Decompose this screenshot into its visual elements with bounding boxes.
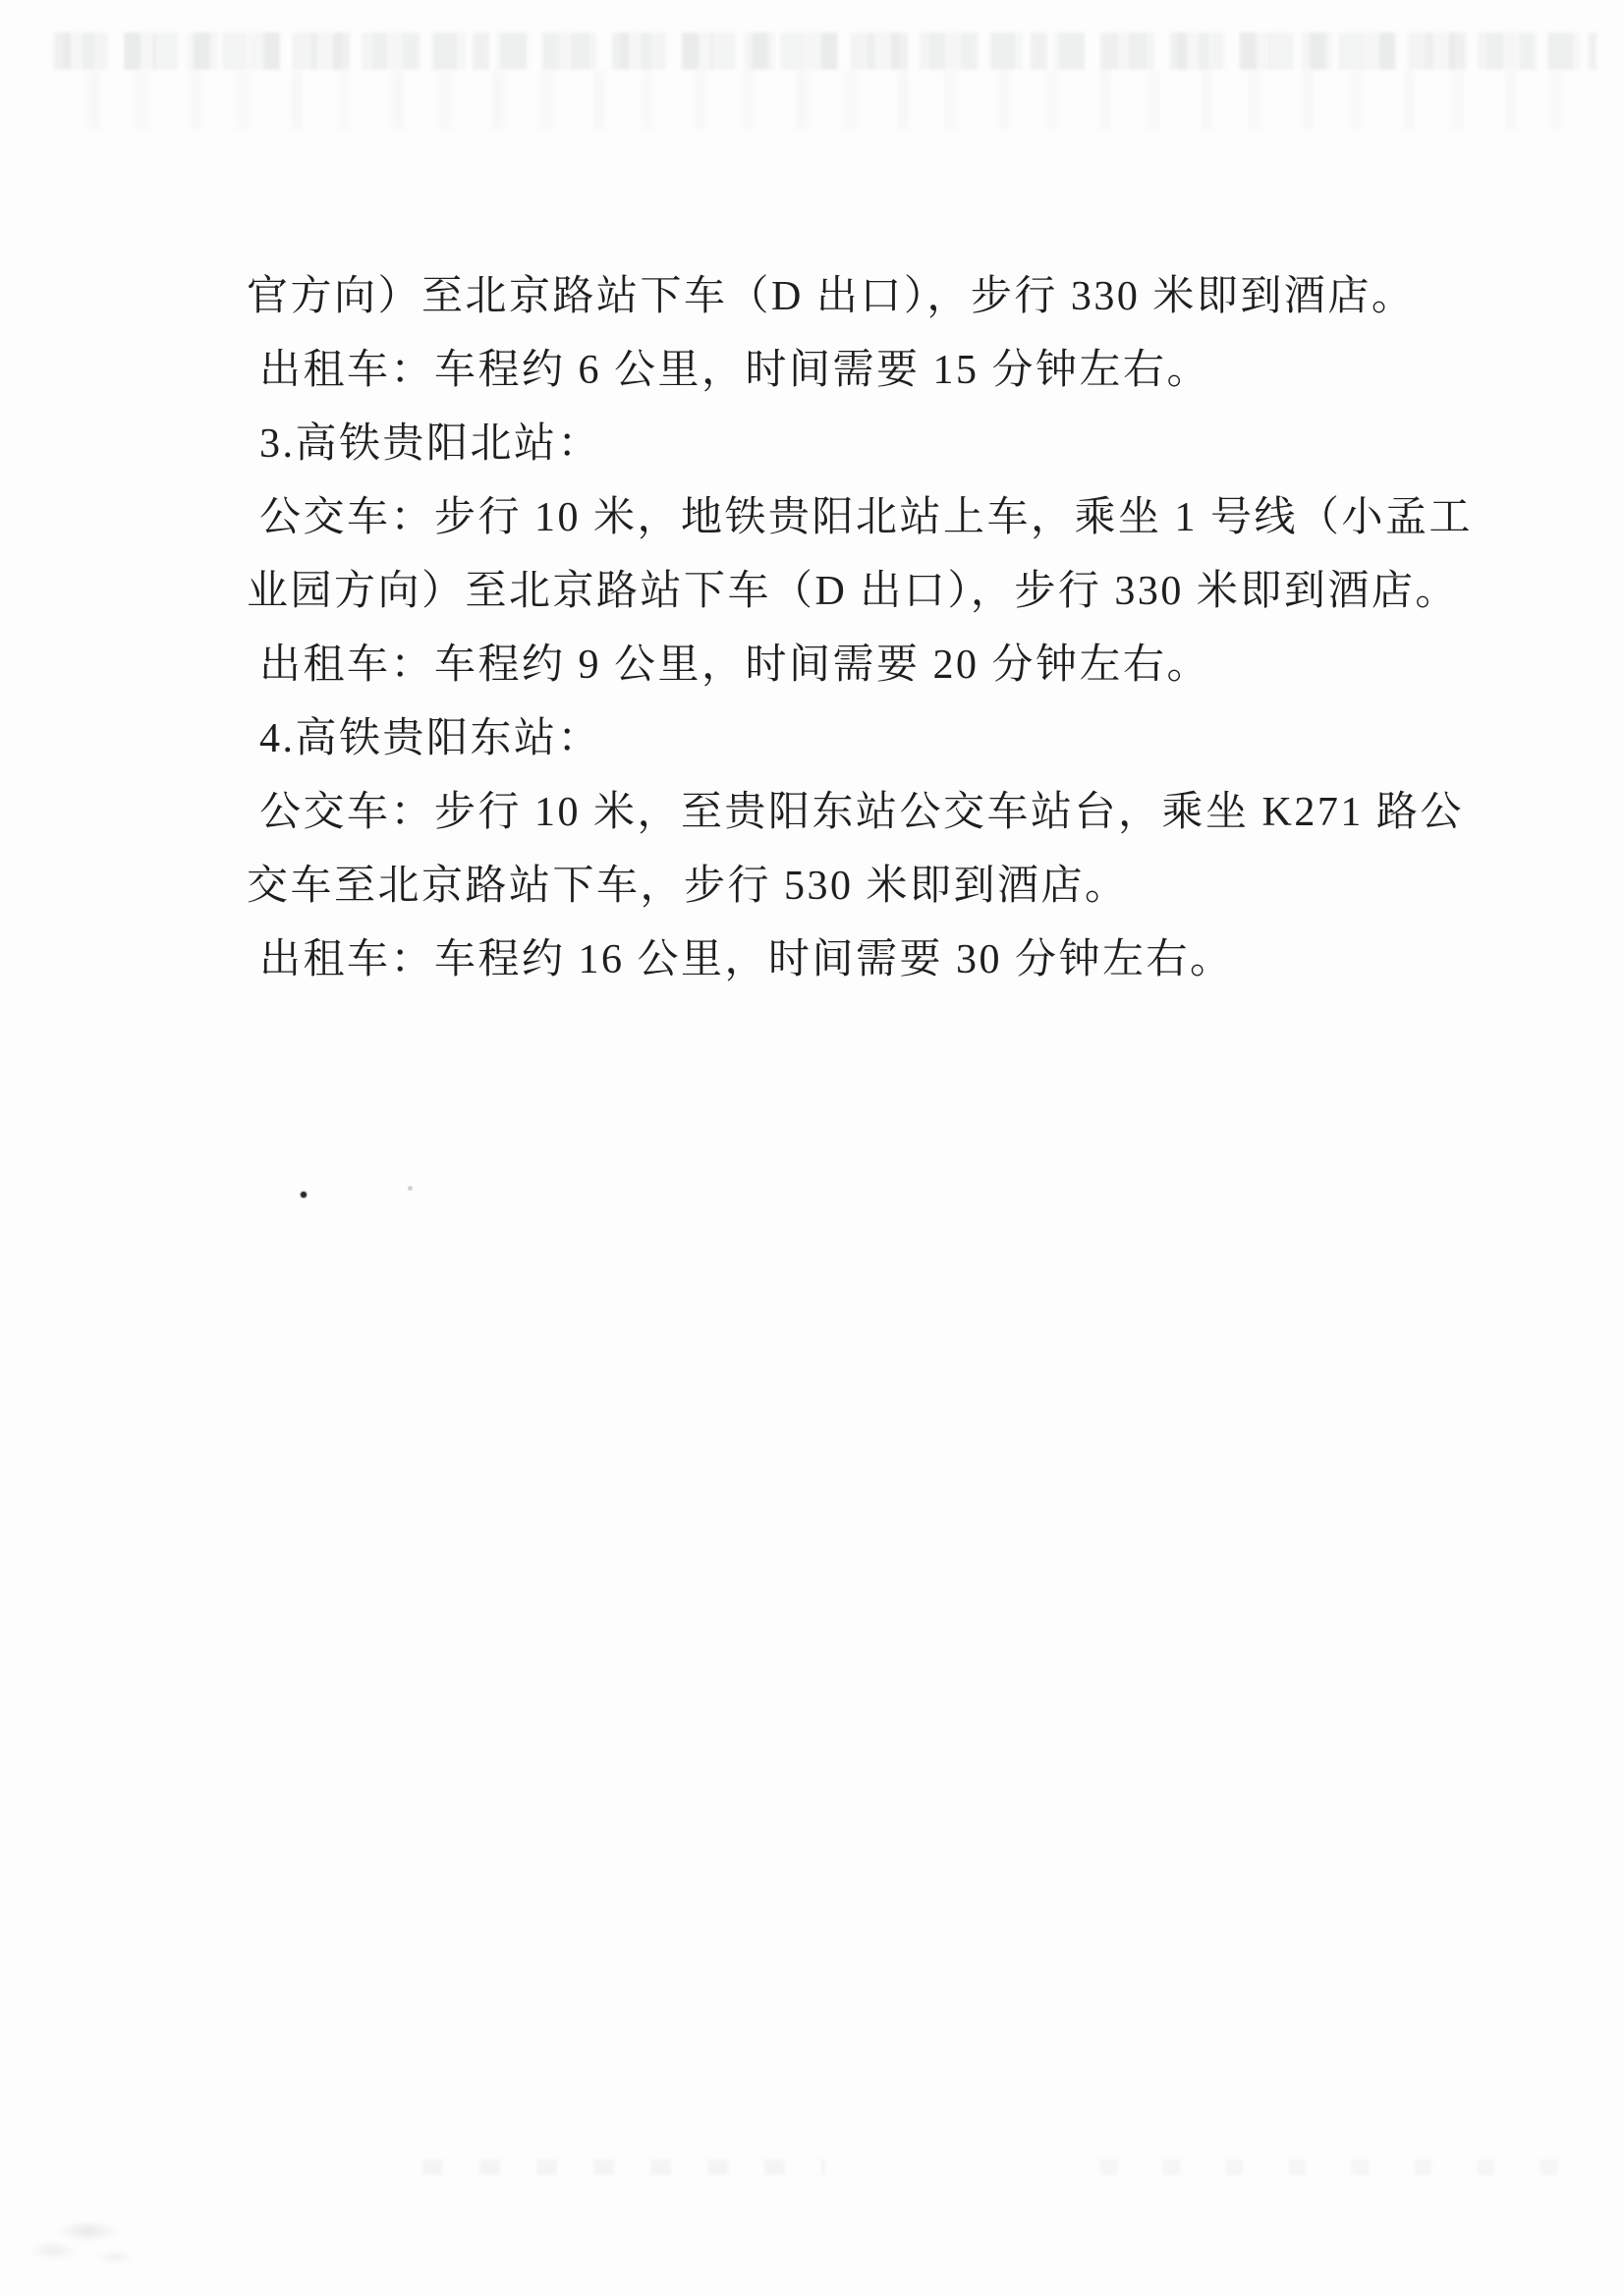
scan-noise-top-band [54, 32, 1596, 70]
scan-smudge-bottom-left [12, 2209, 149, 2273]
ink-speck-dark [301, 1192, 307, 1198]
text-line: 出租车：车程约 9 公里，时间需要 20 分钟左右。 [259, 643, 1211, 688]
text-line: 公交车：步行 10 米，至贵阳东站公交车站台，乘坐 K271 路公 [259, 790, 1464, 835]
ink-speck-light [408, 1186, 413, 1191]
text-line: 出租车：车程约 16 公里，时间需要 30 分钟左右。 [259, 937, 1234, 982]
text-line: 公交车：步行 10 米，地铁贵阳北站上车，乘坐 1 号线（小孟工 [259, 495, 1474, 540]
text-line: 出租车：车程约 6 公里，时间需要 15 分钟左右。 [259, 348, 1211, 393]
text-line: 业园方向）至北京路站下车（D 出口），步行 330 米即到酒店。 [247, 569, 1459, 614]
text-line section-heading: 4.高铁贵阳东站： [259, 716, 602, 761]
document-text-block [247, 260, 1474, 997]
text-line: 交车至北京路站下车，步行 530 米即到酒店。 [247, 864, 1129, 909]
scan-noise-bottom-left-band [422, 2159, 825, 2175]
text-line: 官方向）至北京路站下车（D 出口），步行 330 米即到酒店。 [247, 274, 1416, 319]
text-line section-heading: 3.高铁贵阳北站： [259, 421, 602, 467]
scan-noise-bottom-right-band [1100, 2159, 1592, 2175]
scan-noise-top-tail [88, 71, 1562, 130]
